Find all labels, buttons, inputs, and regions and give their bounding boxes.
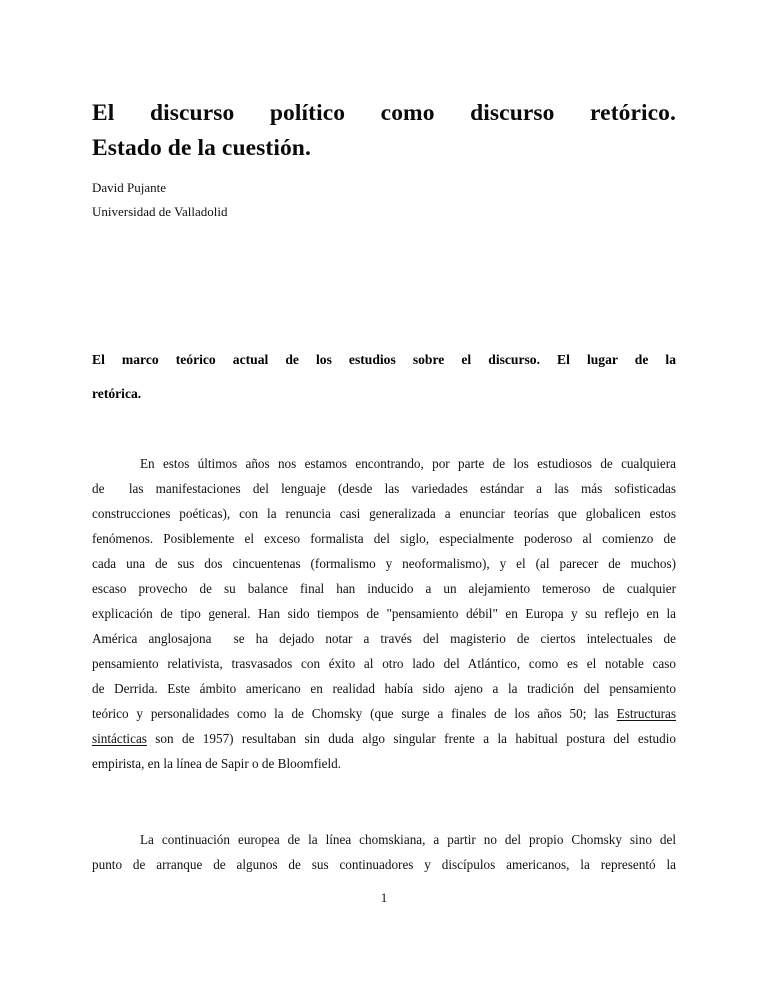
paragraph-line: de Derrida. Este ámbito americano en realidad había sido ajeno a la tradición del pensamiento — [92, 681, 676, 697]
page-title-line-2: Estado de la cuestión. — [92, 134, 311, 161]
paragraph-line: pensamiento relativista, trasvasados con éxito al otro lado del Atlántico, como es el notable caso — [92, 656, 676, 672]
paragraph-text-fragment: teórico y personalidades como la de Chomsky (que surge a finales de los años 50; las — [92, 706, 617, 722]
paragraph-line: fenómenos. Posiblemente el exceso formalista del siglo, especialmente poderoso al comienzo de — [92, 531, 676, 547]
author-block — [92, 176, 676, 224]
paragraph-line: de las manifestaciones del lenguaje (desde las variedades estándar a las más sofisticadas — [92, 481, 676, 497]
paragraph-line: punto de arranque de algunos de sus continuadores y discípulos americanos, la representó la — [92, 857, 676, 873]
author-name: David Pujante — [92, 180, 167, 195]
paragraph-line — [92, 701, 676, 726]
paragraph-line: escaso provecho de su balance final han inducido a un alejamiento temeroso de cualquier — [92, 581, 676, 597]
book-title-citation: sintácticas — [92, 731, 147, 747]
paragraph-text-fragment: son de 1957) resultaban sin duda algo singular frente a la habitual postura del estudio — [146, 731, 676, 747]
book-title-citation: Estructuras — [616, 706, 676, 722]
section-heading-line-1: El marco teórico actual de los estudios sobre el discurso. El lugar de la — [92, 352, 676, 368]
page-title — [92, 96, 676, 166]
paragraph-line: construcciones poéticas), con la renuncia casi generalizada a enunciar teorías que globalicen estos — [92, 506, 676, 522]
paragraph-line: La continuación europea de la línea chomskiana, a partir no del propio Chomsky sino del — [140, 832, 676, 848]
paragraph-line: cada una de sus dos cincuentenas (formalismo y neoformalismo), y el (al parecer de muchos) — [92, 556, 676, 572]
paragraph-line — [92, 726, 676, 751]
section-heading-line-2: retórica. — [92, 386, 142, 402]
body-paragraph-2 — [92, 827, 676, 877]
section-heading — [92, 343, 676, 411]
paragraph-line: En estos últimos años nos estamos encontrando, por parte de los estudiosos de cualquiera — [140, 456, 676, 472]
page-title-line-1: El discurso político como discurso retórico. — [92, 99, 676, 126]
paragraph-line: explicación de tipo general. Han sido tiempos de "pensamiento débil" en Europa y su reflejo en la — [92, 606, 676, 622]
page-number: 1 — [380, 890, 388, 905]
author-affiliation: Universidad de Valladolid — [92, 204, 228, 219]
paragraph-line: América anglosajona se ha dejado notar a través del magisterio de ciertos intelectuales de — [92, 631, 676, 647]
body-paragraph-1 — [92, 451, 676, 776]
paragraph-line: empirista, en la línea de Sapir o de Bloomfield. — [92, 756, 342, 772]
